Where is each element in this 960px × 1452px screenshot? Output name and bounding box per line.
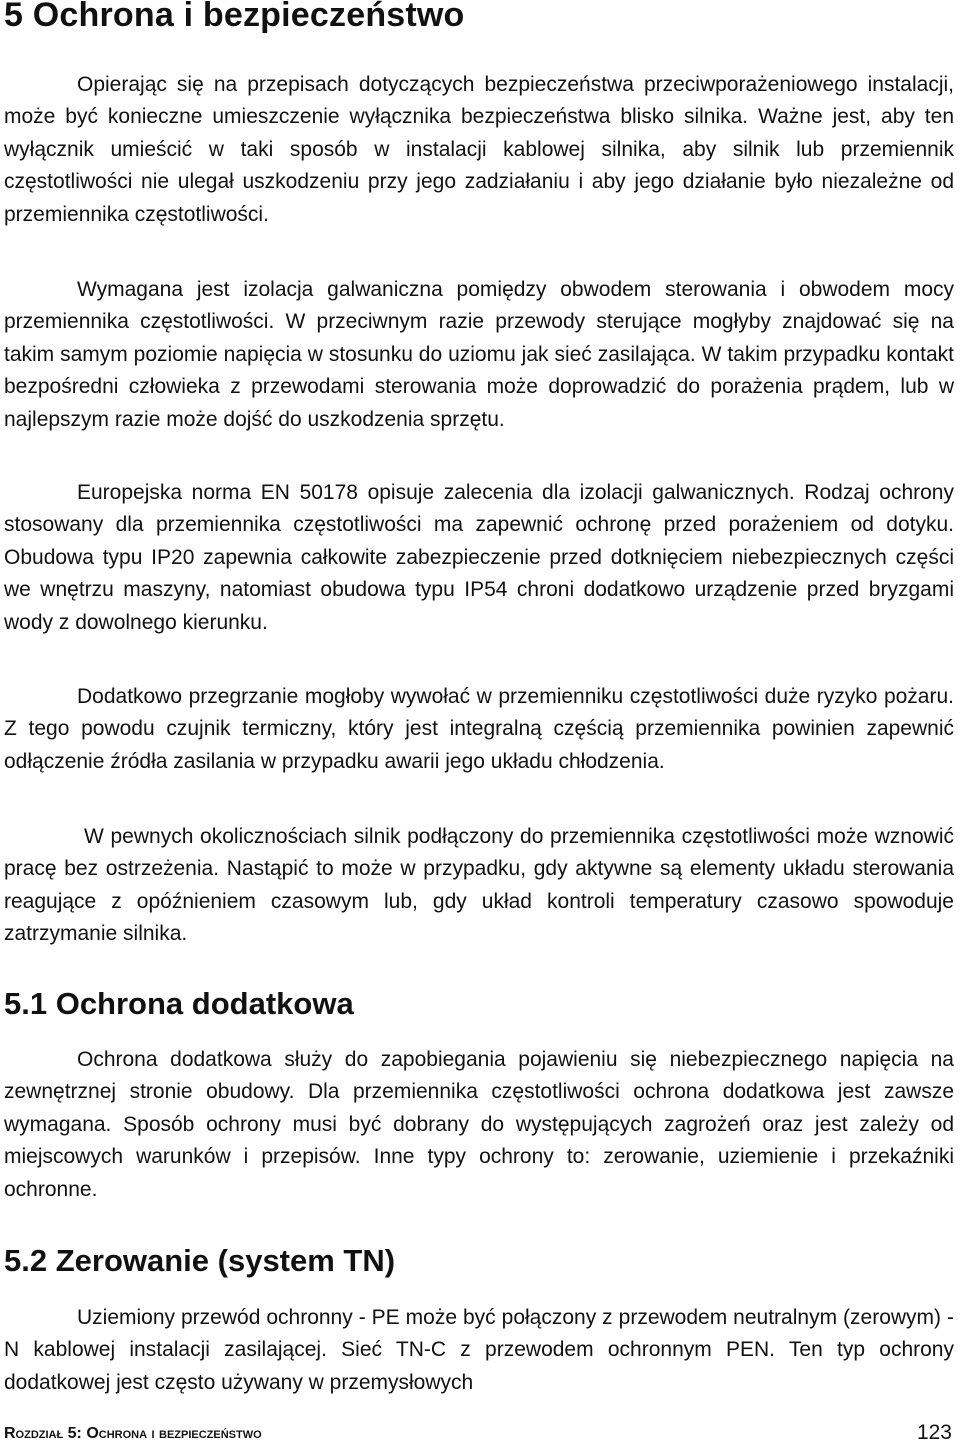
- subsection-title-additional-protection: 5.1 Ochrona dodatkowa: [4, 986, 354, 1021]
- paragraph-overheating: Dodatkowo przegrzanie mogłoby wywołać w przemienniku częstotliwości duże ryzyko pożaru. Z tego powodu czujnik termiczny, który jest integralną częścią przemiennika powinien zapewnić odłączenie źródła zasilania w przypadku awarii jego układu chłodzenia.: [4, 685, 954, 773]
- footer-chapter-title: Rozdział 5: Ochrona i bezpieczeństwo: [4, 1425, 262, 1442]
- subsection-title-tn-system: 5.2 Zerowanie (system TN): [4, 1243, 396, 1278]
- section-title: 5 Ochrona i bezpieczeństwo: [4, 0, 465, 34]
- paragraph-tn-system: Uziemiony przewód ochronny - PE może być połączony z przewodem neutralnym (zerowym) - N kablowej instalacji zasilającej. Sieć TN-C z przewodem ochronnym PEN. Ten typ ochrony dodatkowej jest często używany w przemysłowych: [4, 1306, 954, 1394]
- page-number: 123: [916, 1421, 952, 1444]
- paragraph-safety-switch: Opierając się na przepisach dotyczących bezpieczeństwa przeciwporażeniowego instalacji, może być konieczne umieszczenie wyłącznika bezpieczeństwa blisko silnika. Ważne jest, aby ten wyłącznik umieścić w taki sposób w instalacji kablowej silnika, aby silnik lub przemiennik częstotliwości nie ulegał uszkodzeniu przy jego zadziałaniu i aby jego działanie było niezależne od przemiennika częstotliwości.: [4, 73, 954, 226]
- paragraph-restart-warning: W pewnych okolicznościach silnik podłączony do przemiennika częstotliwości może wznowić pracę bez ostrzeżenia. Nastąpić to może w przypadku, gdy aktywne są elementy układu sterowania reagujące z opóźnieniem czasowym lub, gdy układ kontroli temperatury czasowo spowoduje zatrzymanie silnika.: [4, 825, 954, 946]
- paragraph-additional-protection: Ochrona dodatkowa służy do zapobiegania pojawieniu się niebezpiecznego napięcia na zewnętrznej stronie obudowy. Dla przemiennika częstotliwości ochrona dodatkowa jest zawsze wymagana. Sposób ochrony musi być dobrany do występujących zagrożeń oraz jest zależy od miejscowych warunków i przepisów. Inne typy ochrony to: zerowanie, uziemienie i przekaźniki ochronne.: [4, 1048, 954, 1201]
- paragraph-galvanic-isolation: Wymagana jest izolacja galwaniczna pomiędzy obwodem sterowania i obwodem mocy przemiennika częstotliwości. W przeciwnym razie przewody sterujące mogłyby znajdować się na takim samym poziomie napięcia w stosunku do uziomu jak sieć zasilająca. W takim przypadku kontakt bezpośredni człowieka z przewodami sterowania może doprowadzić do porażenia prądem, lub w najlepszym razie może dojść do uszkodzenia sprzętu.: [4, 278, 954, 431]
- paragraph-en-50178: Europejska norma EN 50178 opisuje zalecenia dla izolacji galwanicznych. Rodzaj ochrony stosowany dla przemiennika częstotliwości ma zapewnić ochronę przed porażeniem od dotyku. Obudowa typu IP20 zapewnia całkowite zabezpieczenie przed dotknięciem niebezpiecznych części we wnętrzu maszyny, natomiast obudowa typu IP54 chroni dodatkowo urządzenie przed bryzgami wody z dowolnego kierunku.: [4, 481, 954, 634]
